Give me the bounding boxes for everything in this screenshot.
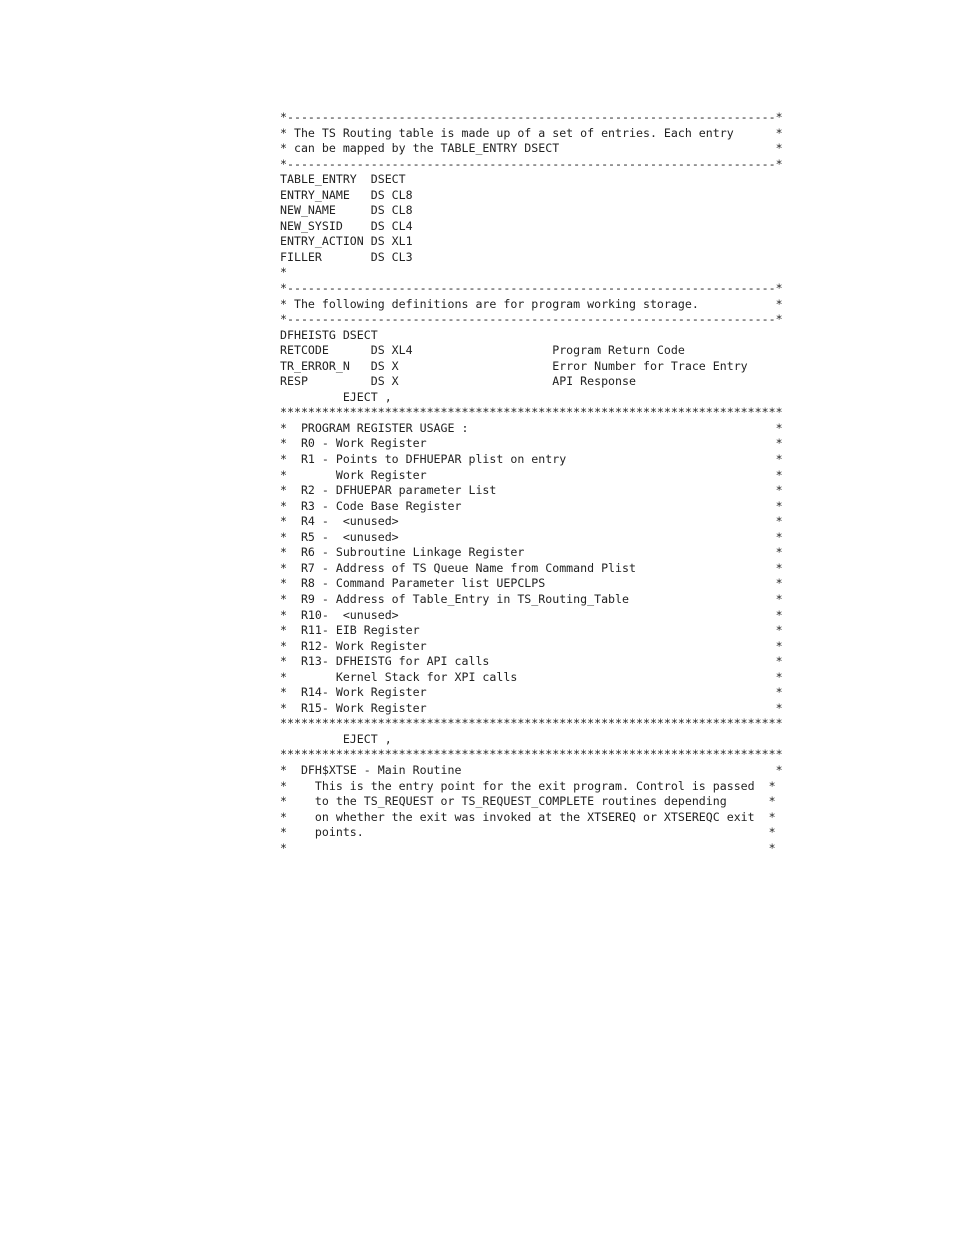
code-line: * R13- DFHEISTG for API calls * xyxy=(280,654,783,669)
code-line: * * xyxy=(280,840,776,855)
code-line: * PROGRAM REGISTER USAGE : * xyxy=(280,420,783,435)
code-line: * R3 - Code Base Register * xyxy=(280,498,783,513)
code-line: ************************************************************************ xyxy=(280,405,783,420)
code-line: * R1 - Points to DFHUEPAR plist on entry * xyxy=(280,452,783,467)
code-line: TR_ERROR_N DS X Error Number for Trace Entry xyxy=(280,358,748,373)
code-line: * R2 - DFHUEPAR parameter List * xyxy=(280,483,783,498)
code-line: * R10- <unused> * xyxy=(280,607,783,622)
code-line: * R12- Work Register * xyxy=(280,638,783,653)
code-line: * R14- Work Register * xyxy=(280,685,783,700)
code-line: FILLER DS CL3 xyxy=(280,249,413,264)
code-line: * R7 - Address of TS Queue Name from Command Plist * xyxy=(280,560,783,575)
code-line: * The following definitions are for program working storage. * xyxy=(280,296,783,311)
code-line: EJECT , xyxy=(280,389,392,404)
code-line: * to the TS_REQUEST or TS_REQUEST_COMPLETE routines depending * xyxy=(280,794,776,809)
code-line: * R0 - Work Register * xyxy=(280,436,783,451)
code-line: * R4 - <unused> * xyxy=(280,514,783,529)
code-line: NEW_NAME DS CL8 xyxy=(280,203,413,218)
code-line: * points. * xyxy=(280,825,776,840)
code-line: TABLE_ENTRY DSECT xyxy=(280,172,406,187)
code-line: RESP DS X API Response xyxy=(280,374,636,389)
code-line: * R8 - Command Parameter list UEPCLPS * xyxy=(280,576,783,591)
code-line: * R5 - <unused> * xyxy=(280,529,783,544)
code-line: * This is the entry point for the exit program. Control is passed * xyxy=(280,778,776,793)
code-line: *----------------------------------------------------------------------* xyxy=(280,110,783,124)
code-line: * Kernel Stack for XPI calls * xyxy=(280,669,783,684)
code-line: * DFH$XTSE - Main Routine * xyxy=(280,762,783,777)
code-line: *----------------------------------------------------------------------* xyxy=(280,312,783,327)
code-line: * can be mapped by the TABLE_ENTRY DSECT * xyxy=(280,141,783,156)
code-line: *----------------------------------------------------------------------* xyxy=(280,156,783,171)
code-line: ************************************************************************ xyxy=(280,716,783,731)
code-line: * The TS Routing table is made up of a set of entries. Each entry * xyxy=(280,125,783,140)
code-line: *----------------------------------------------------------------------* xyxy=(280,281,783,296)
code-listing xyxy=(280,110,783,856)
code-line: * Work Register * xyxy=(280,467,783,482)
code-line: * R9 - Address of Table_Entry in TS_Routing_Table * xyxy=(280,591,783,606)
code-line: * R15- Work Register * xyxy=(280,700,783,715)
code-line: EJECT , xyxy=(280,731,392,746)
code-line: ENTRY_NAME DS CL8 xyxy=(280,187,413,202)
code-line: * R6 - Subroutine Linkage Register * xyxy=(280,545,783,560)
code-line: ENTRY_ACTION DS XL1 xyxy=(280,234,413,249)
code-line: * on whether the exit was invoked at the XTSEREQ or XTSEREQC exit * xyxy=(280,809,776,824)
code-line: ************************************************************************ xyxy=(280,747,783,762)
code-line: * R11- EIB Register * xyxy=(280,623,783,638)
code-line: NEW_SYSID DS CL4 xyxy=(280,218,413,233)
code-line: RETCODE DS XL4 Program Return Code xyxy=(280,343,685,358)
code-line: DFHEISTG DSECT xyxy=(280,327,378,342)
code-line: * xyxy=(280,265,287,280)
